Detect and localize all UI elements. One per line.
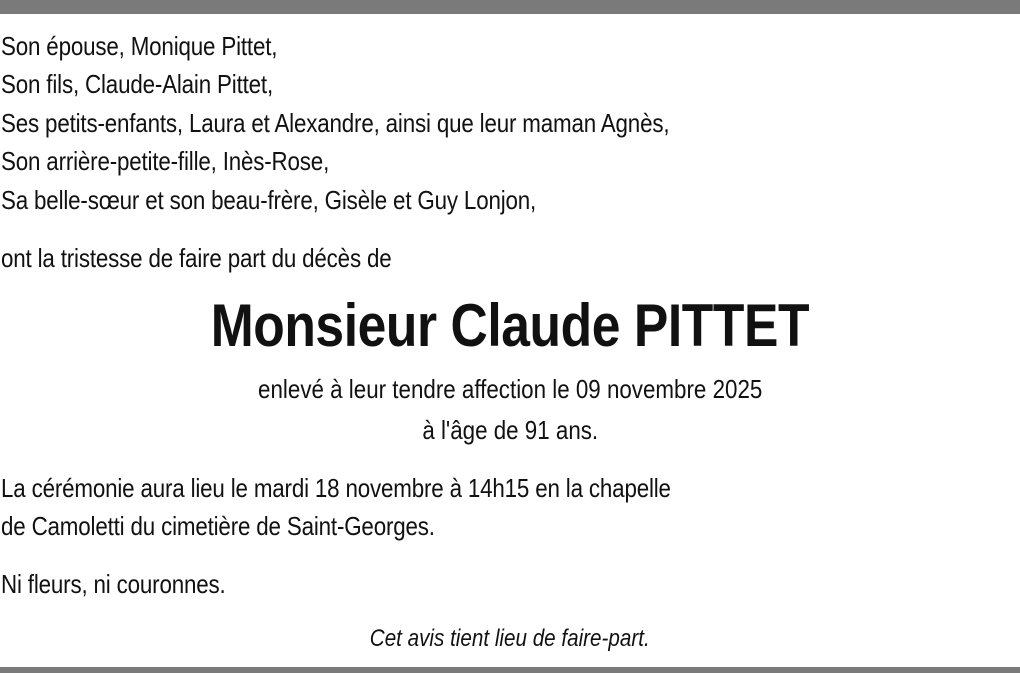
death-date-line bbox=[0, 374, 1020, 404]
announcement-text: ont la tristesse de faire part du décès de bbox=[1, 243, 392, 273]
family-line-in-laws: Sa belle-sœur et son beau-frère, Gisèle et Guy Lonjon, bbox=[1, 185, 537, 215]
bottom-divider bbox=[0, 667, 1020, 673]
flowers-note: Ni fleurs, ni couronnes. bbox=[1, 569, 226, 599]
family-line-great-granddaughter: Son arrière-petite-fille, Inès-Rose, bbox=[1, 146, 330, 176]
footer-note bbox=[0, 624, 1020, 654]
ceremony-line-2: de Camoletti du cimetière de Saint-Georges. bbox=[1, 511, 435, 541]
deceased-name-text: Monsieur Claude PITTET bbox=[210, 292, 810, 359]
family-line-grandchildren: Ses petits-enfants, Laura et Alexandre, ainsi que leur maman Agnès, bbox=[1, 108, 670, 138]
age-text: à l'âge de 91 ans. bbox=[422, 415, 598, 445]
age-line bbox=[0, 415, 1020, 445]
deceased-name bbox=[0, 293, 1020, 359]
family-line-son: Son fils, Claude-Alain Pittet, bbox=[1, 69, 274, 99]
footer-note-text: Cet avis tient lieu de faire-part. bbox=[370, 625, 650, 652]
death-date-text: enlevé à leur tendre affection le 09 novembre 2025 bbox=[257, 374, 763, 404]
family-line-spouse: Son épouse, Monique Pittet, bbox=[1, 31, 278, 61]
ceremony-line-1: La cérémonie aura lieu le mardi 18 novembre à 14h15 en la chapelle bbox=[1, 473, 671, 503]
